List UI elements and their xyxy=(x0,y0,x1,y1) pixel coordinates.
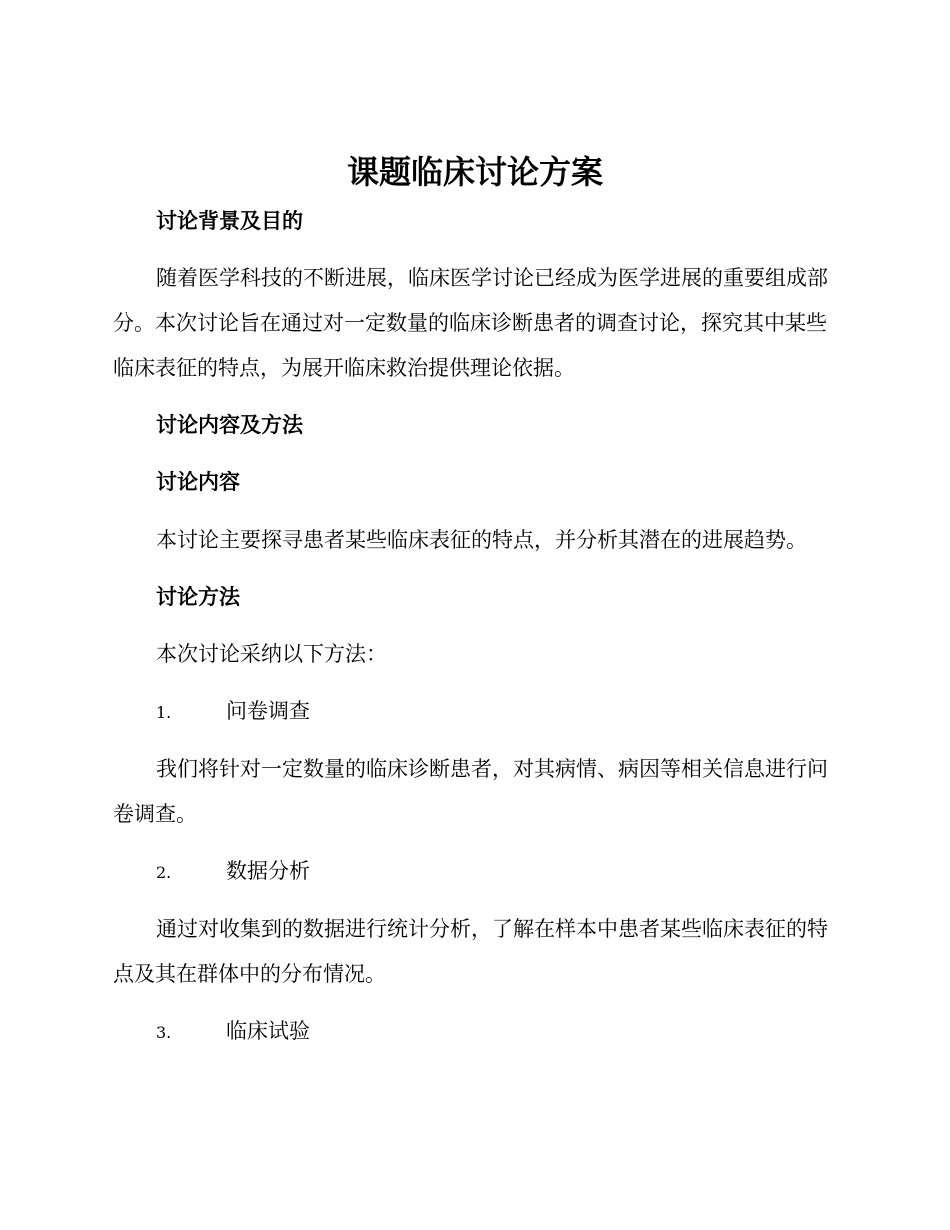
method-1-paragraph: 我们将针对一定数量的临床诊断患者，对其病情、病因等相关信息进行问卷调查。 xyxy=(113,757,828,826)
section-heading-background: 讨论背景及目的 xyxy=(156,209,303,233)
list-label: 临床试验 xyxy=(226,1019,310,1043)
method-list-item-1 xyxy=(113,689,876,735)
method-list-item-3 xyxy=(113,1009,876,1055)
subsection-heading-content: 讨论内容 xyxy=(156,470,240,494)
method-list-item-2 xyxy=(113,849,876,895)
list-number: 3. xyxy=(156,1023,172,1042)
background-paragraph: 随着医学科技的不断进展，临床医学讨论已经成为医学进展的重要组成部分。本次讨论旨在通过对一定数量的临床诊断患者的调查讨论，探究其中某些临床表征的特点，为展开临床救治提供理论依据。 xyxy=(113,266,828,380)
content-paragraph: 本讨论主要探寻患者某些临床表征的特点，并分析其潜在的进展趋势。 xyxy=(156,528,807,552)
list-number: 2. xyxy=(156,863,172,882)
section-heading-content-method: 讨论内容及方法 xyxy=(156,413,303,437)
list-number: 1. xyxy=(156,703,172,722)
subsection-heading-method: 讨论方法 xyxy=(156,585,240,609)
method-intro-paragraph: 本次讨论采纳以下方法： xyxy=(156,642,387,666)
list-label: 数据分析 xyxy=(226,859,310,883)
document-title: 课题临床讨论方案 xyxy=(346,153,603,191)
list-label: 问卷调查 xyxy=(226,699,310,723)
method-2-paragraph: 通过对收集到的数据进行统计分析，了解在样本中患者某些临床表征的特点及其在群体中的分布情况。 xyxy=(113,917,828,986)
